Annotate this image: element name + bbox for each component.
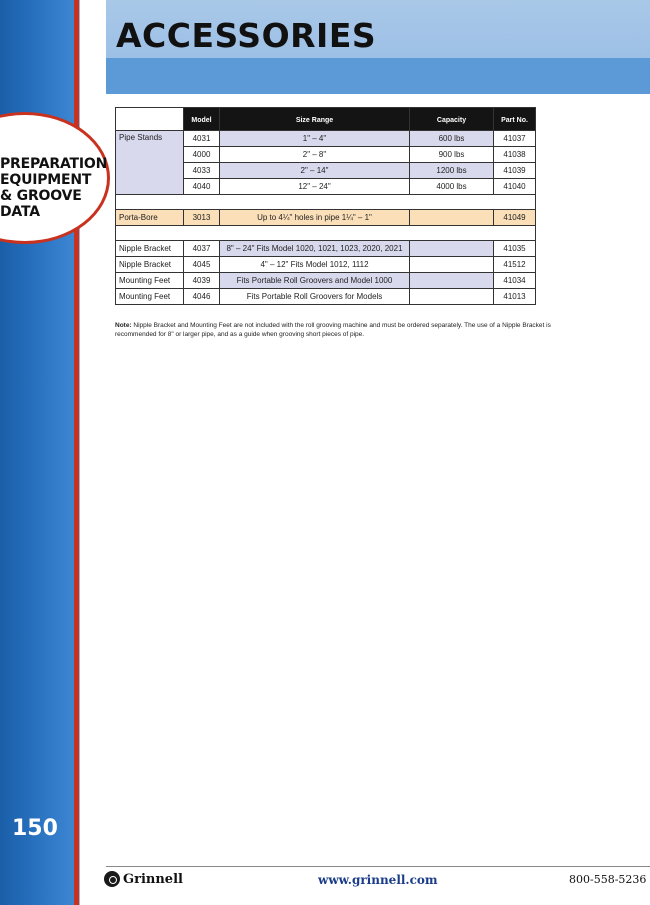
cell-size: 4" – 12" Fits Model 1012, 1112 [220,257,410,273]
cell-size: 1" – 4" [220,131,410,147]
cell-capacity: 4000 lbs [410,179,494,195]
table-row [116,257,536,273]
table-spacer-row [116,226,536,241]
cell-capacity: 600 lbs [410,131,494,147]
cell-part-no: 41049 [494,210,536,226]
table-header-model: Model [184,108,220,131]
cell-model: 4040 [184,179,220,195]
table-row [116,289,536,305]
note-label: Note: [115,322,132,329]
cell-part-no: 41013 [494,289,536,305]
cell-model: 4037 [184,241,220,257]
brand-name: Grinnell [123,871,183,887]
cell-model: 4000 [184,147,220,163]
cell-size: 2" – 8" [220,147,410,163]
row-label: Mounting Feet [116,289,184,305]
brand-logo [104,871,183,887]
cell-size: 2" – 14" [220,163,410,179]
cell-size: Up to 4¼" holes in pipe 1¼" – 1" [220,210,410,226]
cell-capacity [410,273,494,289]
cell-size: Fits Portable Roll Groovers for Models [220,289,410,305]
note-text: Nipple Bracket and Mounting Feet are not included with the roll grooving machine and must be ordered separately. The use of a Nipple Bracket is recommended for 8" or larger pipe, and as a guide when grooving short pieces of pipe. [115,322,551,338]
grinnell-logo-icon [104,871,120,887]
cell-part-no: 41039 [494,163,536,179]
section-tab-label: PREPARATION EQUIPMENT & GROOVE DATA [0,156,108,220]
page-title: ACCESSORIES [116,16,377,55]
cell-size: 8" – 24" Fits Model 1020, 1021, 1023, 2020, 2021 [220,241,410,257]
cell-model: 4031 [184,131,220,147]
header-band-bottom [106,58,650,94]
cell-model: 4039 [184,273,220,289]
accessories-table [115,107,536,305]
row-label-porta-bore: Porta-Bore [116,210,184,226]
cell-capacity [410,210,494,226]
cell-capacity: 900 lbs [410,147,494,163]
row-label: Mounting Feet [116,273,184,289]
table-row [116,273,536,289]
cell-model: 4046 [184,289,220,305]
table-header-blank [116,108,184,131]
table-row [116,131,536,147]
footer-divider [106,866,650,867]
cell-size: Fits Portable Roll Groovers and Model 1000 [220,273,410,289]
table-spacer-row [116,195,536,210]
row-label: Nipple Bracket [116,241,184,257]
table-header-size-range: Size Range [220,108,410,131]
cell-model: 3013 [184,210,220,226]
cell-part-no: 41038 [494,147,536,163]
footer-phone: 800-558-5236 [569,873,647,886]
cell-part-no: 41034 [494,273,536,289]
row-label: Nipple Bracket [116,257,184,273]
row-label-pipe-stands: Pipe Stands [116,131,184,195]
table-row [116,210,536,226]
cell-part-no: 41035 [494,241,536,257]
cell-capacity [410,257,494,273]
table-header-capacity: Capacity [410,108,494,131]
cell-part-no: 41512 [494,257,536,273]
table-row [116,241,536,257]
cell-capacity [410,289,494,305]
cell-part-no: 41040 [494,179,536,195]
page-number: 150 [12,816,58,841]
table-header-row [116,108,536,131]
cell-model: 4033 [184,163,220,179]
note-paragraph [115,321,555,339]
cell-capacity: 1200 lbs [410,163,494,179]
table-header-part-no: Part No. [494,108,536,131]
cell-part-no: 41037 [494,131,536,147]
cell-capacity [410,241,494,257]
footer-website-link[interactable]: www.grinnell.com [318,873,438,887]
cell-model: 4045 [184,257,220,273]
cell-size: 12" – 24" [220,179,410,195]
